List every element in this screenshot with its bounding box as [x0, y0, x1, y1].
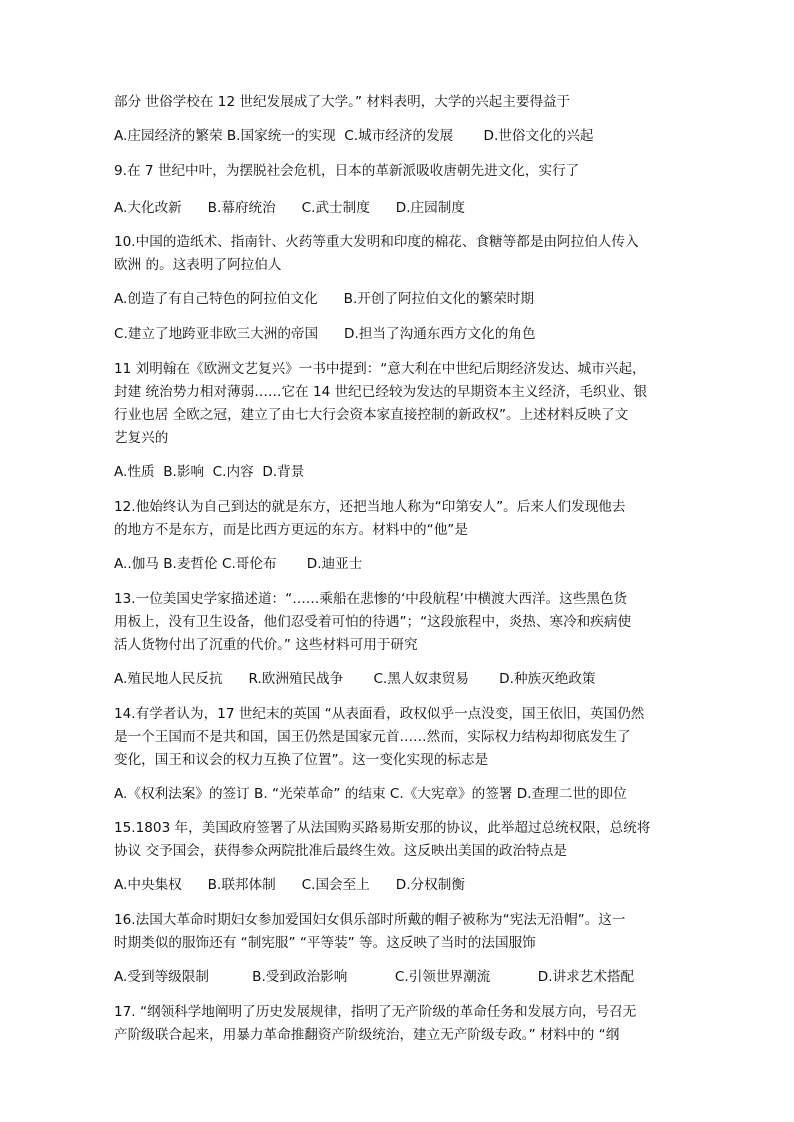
text-line: 11 刘明翰在《欧洲文艺复兴》一书中提到：“意大利在中世纪后期经济发达、城市兴起，	[114, 361, 646, 377]
text-line: 是一个王国而不是共和国，国王仍然是国家元首……然而，实际权力结构却彻底发生了	[114, 729, 631, 745]
text-line: A.中央集权 B.联邦体制 C.国会至上 D.分权制衡	[114, 877, 465, 893]
text-line: A.庄园经济的繁荣 B.国家统一的实现 C.城市经济的发展 D.世俗文化的兴起	[114, 128, 594, 144]
text-line: A.殖民地人民反抗 R.欧洲殖民战争 C.黑人奴隶贸易 D.种族灭绝政策	[114, 671, 596, 687]
text-line: A.《权利法案》的签订 B. “光荣革命” 的结束 C.《大宪章》的签署 D.查理二世的即位	[114, 786, 627, 802]
text-line: 9.在 7 世纪中叶，为摆脱社会危机，日本的革新派吸收唐朝先进文化，实行了	[114, 163, 580, 179]
text-line: A.性质 B.影响 C.内容 D.背景	[114, 464, 305, 480]
text-line: 15.1803 年，美国政府签署了从法国购买路易斯安那的协议，此举超过总统权限，总统将	[114, 820, 651, 836]
text-line: 行业也居 全欧之冠，建立了由七大行会资本家直接控制的新政权”。上述材料反映了文	[114, 407, 629, 423]
text-line: 封建 统治势力相对薄弱……它在 14 世纪已经较为发达的早期资本主义经济，毛织业、银	[114, 384, 648, 400]
text-line: A.受到等级限制 B.受到政治影响 C.引领世界潮流 D.讲求艺术搭配	[114, 969, 635, 985]
text-line: 部分 世俗学校在 12 世纪发展成了大学。” 材料表明，大学的兴起主要得益于	[114, 94, 571, 110]
text-line: 变化，国王和议会的权力互换了位置”。这一变化实现的标志是	[114, 752, 489, 768]
text-line: 产阶级联合起来，用暴力革命推翻资产阶级统治，建立无产阶级专政。” 材料中的 “纲	[114, 1027, 620, 1043]
text-line: A.创造了有自己特色的阿拉伯文化 B.开创了阿拉伯文化的繁荣时期	[114, 291, 534, 307]
text-line: 欧洲 的。这表明了阿拉伯人	[114, 257, 282, 273]
text-line: 13.一位美国史学家描述道：“……乘船在悲惨的‘中段航程’中横渡大西洋。这些黑色货	[114, 591, 628, 607]
text-line: 活人货物付出了沉重的代价。” 这些材料可用于研究	[114, 637, 418, 653]
text-line: A.大化改新 B.幕府统治 C.武士制度 D.庄园制度	[114, 200, 465, 216]
text-line: 10.中国的造纸术、指南针、火药等重大发明和印度的棉花、食糖等都是由阿拉伯人传入	[114, 234, 639, 250]
text-line: A..伽马 B.麦哲伦 C.哥伦布 D.迪亚士	[114, 556, 363, 572]
text-line: 的地方不是东方，而是比西方更远的东方。材料中的“他”是	[114, 522, 468, 538]
text-line: 17. “纲领科学地阐明了历史发展规律，指明了无产阶级的革命任务和发展方向，号召无	[114, 1004, 637, 1020]
text-line: 16.法国大革命时期妇女参加爱国妇女俱乐部时所戴的帽子被称为“宪法无沿帽”。这一	[114, 912, 626, 928]
text-line: 12.他始终认为自己到达的就是东方，还把当地人称为“印第安人”。后来人们发现他去	[114, 499, 626, 515]
text-line: 时期类似的服饰还有 “制宪服” “平等装” 等。这反映了当时的法国服饰	[114, 935, 536, 951]
text-line: 协议 交予国会，获得参众两院批准后最终生效。这反映出美国的政治特点是	[114, 843, 567, 859]
text-line: C.建立了地跨亚非欧三大洲的帝国 D.担当了沟通东西方文化的角色	[114, 326, 536, 342]
text-line: 用板上，没有卫生设备，他们忍受着可怕的待遇”；“这段旅程中，炎热、寒冷和疾病使	[114, 614, 632, 630]
text-line: 14.有学者认为，17 世纪末的英国 “从表面看，政权似乎一点没变，国王依旧，英国仍然	[114, 706, 645, 722]
text-line: 艺复兴的	[114, 430, 169, 446]
